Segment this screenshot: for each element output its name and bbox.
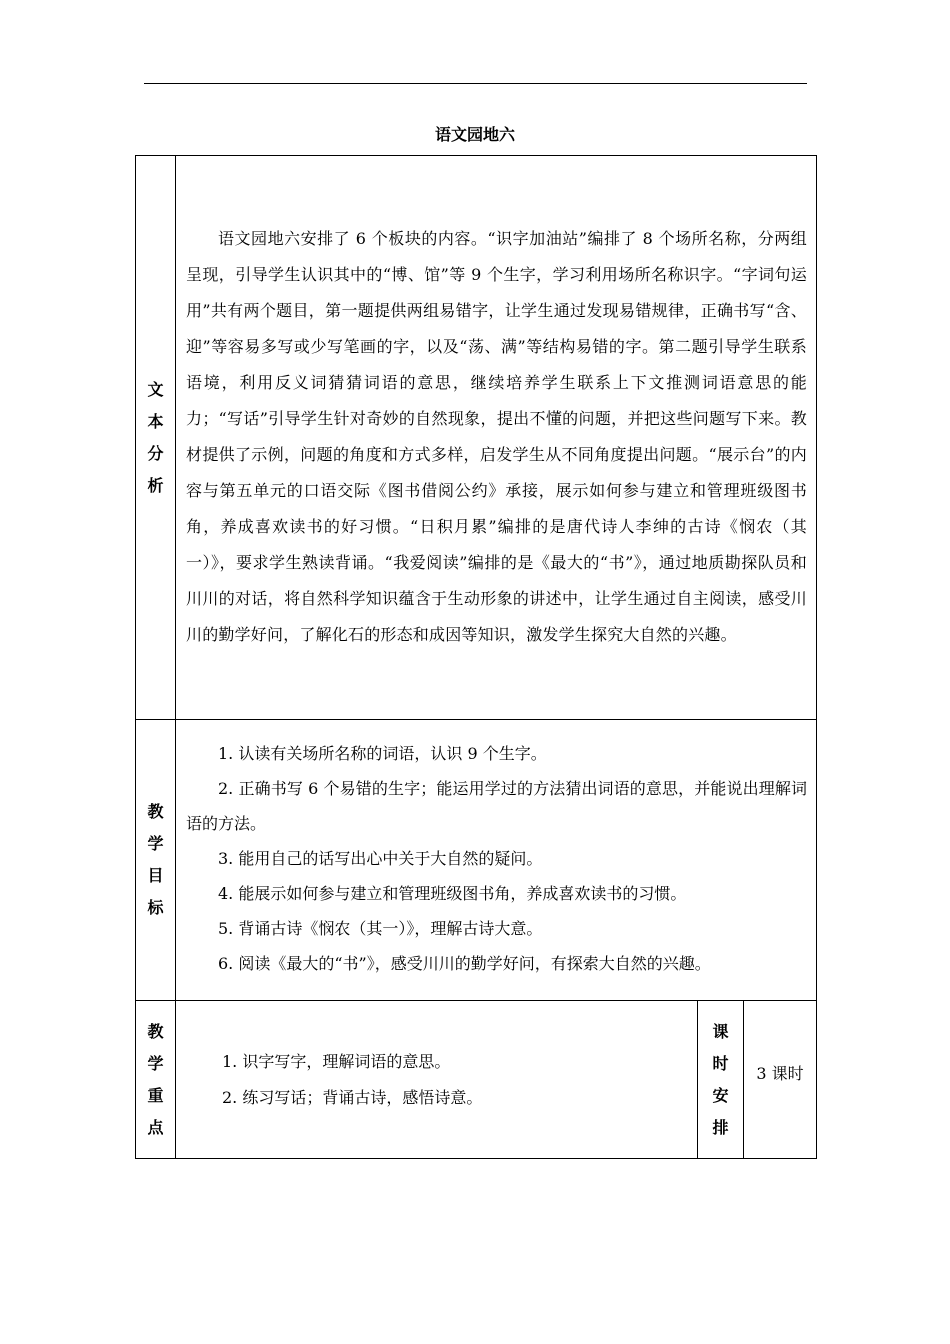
goal-item: 3. 能用自己的话写出心中关于大自然的疑问。 — [218, 848, 543, 868]
lesson-plan-table — [135, 155, 817, 1159]
focus-item: 2. 练习写话；背诵古诗，感悟诗意。 — [222, 1087, 483, 1107]
goal-item: 2. 正确书写 6 个易错的生字；能运用学过的方法猜出词语的意思，并能说出理解词语的方法。 — [186, 778, 807, 833]
class-hours-value: 3 课时 — [744, 1001, 817, 1159]
document-title: 语文园地六 — [434, 125, 515, 144]
text-analysis-row — [136, 156, 817, 720]
teaching-goals-content — [176, 720, 817, 1001]
teaching-focus-label: 教 学 重 点 — [136, 1001, 176, 1159]
teaching-focus-row — [136, 1001, 817, 1159]
focus-item: 1. 识字写字，理解词语的意思。 — [222, 1051, 451, 1071]
text-analysis-content: 语文园地六安排了 6 个板块的内容。“识字加油站”编排了 8 个场所名称，分两组呈现，引导学生认识其中的“博、馆”等 9 个生字，学习利用场所名称识字。“字词句运用”共有两个题目，第一题提供两组易错字，让学生通过发现易错规律，正确书写“含、迎”等容易多写或少写笔画的字，以及“荡、满”等结构易错的字。第二题引导学生联系语境，利用反义词猜猜词语的意思，继续培养学生联系上下文推测词语意思的能力；“写话”引导学生针对奇妙的自然现象，提出不懂的问题，并把这些问题写下来。教材提供了示例，问题的角度和方式多样，启发学生从不同角度提出问题。“展示台”的内容与第五单元的口语交际《图书借阅公约》承接，展示如何参与建立和管理班级图书角，养成喜欢读书的好习惯。“日积月累”编排的是唐代诗人李绅的古诗《悯农（其一）》，要求学生熟读背诵。“我爱阅读”编排的是《最大的“书”》，通过地质勘探队员和川川的对话，将自然科学知识蕴含于生动形象的讲述中，让学生通过自主阅读，感受川川的勤学好问，了解化石的形态和成因等知识，激发学生探究大自然的兴趣。 — [176, 156, 817, 720]
header-rule — [144, 83, 807, 84]
goal-item: 4. 能展示如何参与建立和管理班级图书角，养成喜欢读书的习惯。 — [218, 883, 687, 903]
teaching-goals-label: 教 学 目 标 — [136, 720, 176, 1001]
teaching-goals-row — [136, 720, 817, 1001]
goal-item: 6. 阅读《最大的“书”》，感受川川的勤学好问，有探索大自然的兴趣。 — [218, 953, 711, 973]
goal-item: 1. 认读有关场所名称的词语，认识 9 个生字。 — [218, 743, 547, 763]
class-hours-label: 课 时 安 排 — [698, 1001, 744, 1159]
text-analysis-label: 文 本 分 析 — [136, 156, 176, 720]
goal-item: 5. 背诵古诗《悯农（其一）》，理解古诗大意。 — [218, 918, 543, 938]
teaching-focus-content — [176, 1001, 698, 1159]
